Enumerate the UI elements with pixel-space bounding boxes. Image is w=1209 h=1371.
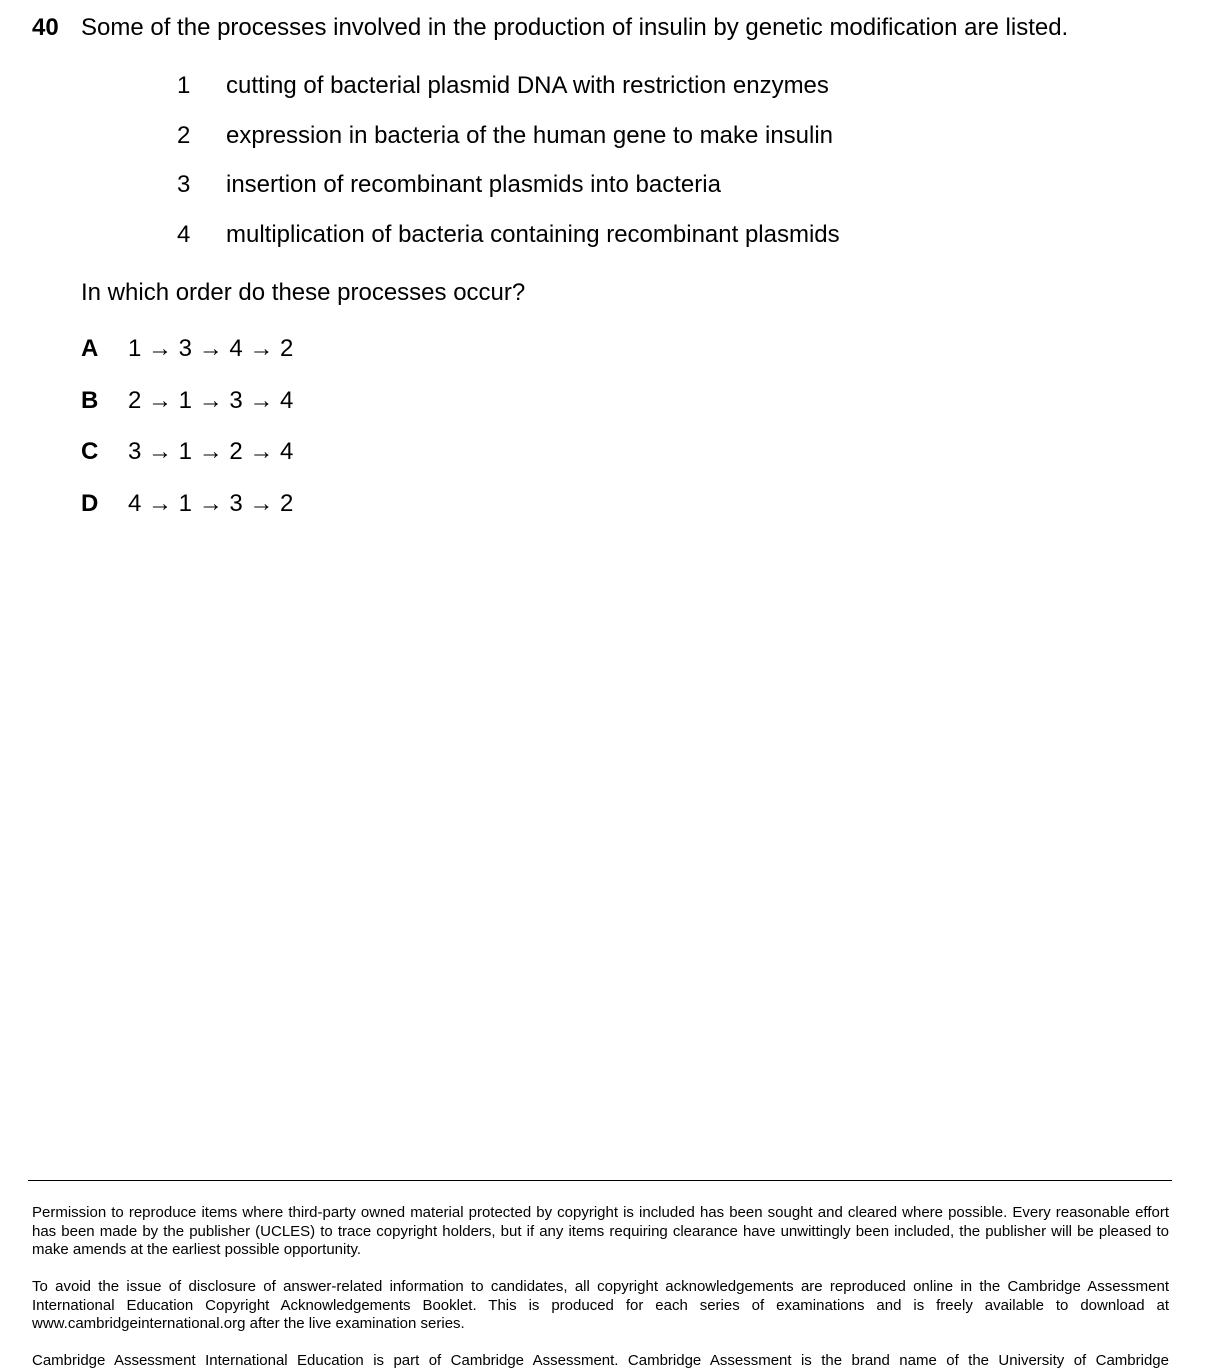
process-text: multiplication of bacteria containing recombinant plasmids xyxy=(226,221,840,248)
permission-notice: Permission to reproduce items where third-party owned material protected by copyright is included has been sought and cleared where possible. Every reasonable effort has been made by the publisher (UCLES) to trace copyright holders, but if any items requiring clearance have unwittingly been included, the publisher will be pleased to make amends at the earliest possible opportunity. xyxy=(32,1204,1169,1258)
process-text: cutting of bacterial plasmid DNA with restriction enzymes xyxy=(226,72,829,99)
process-number: 4 xyxy=(177,221,191,248)
option-sequence: 4 → 1 → 3 → 2 xyxy=(128,490,294,517)
process-number: 2 xyxy=(177,122,191,149)
option-sequence: 1 → 3 → 4 → 2 xyxy=(128,335,294,362)
question-prompt: In which order do these processes occur? xyxy=(81,279,526,306)
process-number: 1 xyxy=(177,72,191,99)
option-letter: A xyxy=(81,335,99,362)
cambridge-notice: Cambridge Assessment International Education is part of Cambridge Assessment. Cambridge Assessment is the brand name of the University of Cambridge xyxy=(32,1352,1169,1369)
process-text: insertion of recombinant plasmids into bacteria xyxy=(226,171,721,198)
process-number: 3 xyxy=(177,171,191,198)
footer-divider xyxy=(28,1180,1172,1181)
option-sequence: 2 → 1 → 3 → 4 xyxy=(128,387,294,414)
question-stem: Some of the processes involved in the production of insulin by genetic modification are listed. xyxy=(81,14,1069,41)
option-letter: B xyxy=(81,387,99,414)
process-text: expression in bacteria of the human gene to make insulin xyxy=(226,122,834,149)
option-sequence: 3 → 1 → 2 → 4 xyxy=(128,438,294,465)
question-number: 40 xyxy=(32,14,59,41)
option-letter: C xyxy=(81,438,99,465)
acknowledgements-notice: To avoid the issue of disclosure of answer-related information to candidates, all copyright acknowledgements are reproduced online in the Cambridge Assessment International Education Copyright Acknowledgements Booklet. This is produced for each series of examinations and is freely available to download at www.cambridgeinternational.org after the live examination series. xyxy=(32,1278,1169,1332)
option-letter: D xyxy=(81,490,99,517)
